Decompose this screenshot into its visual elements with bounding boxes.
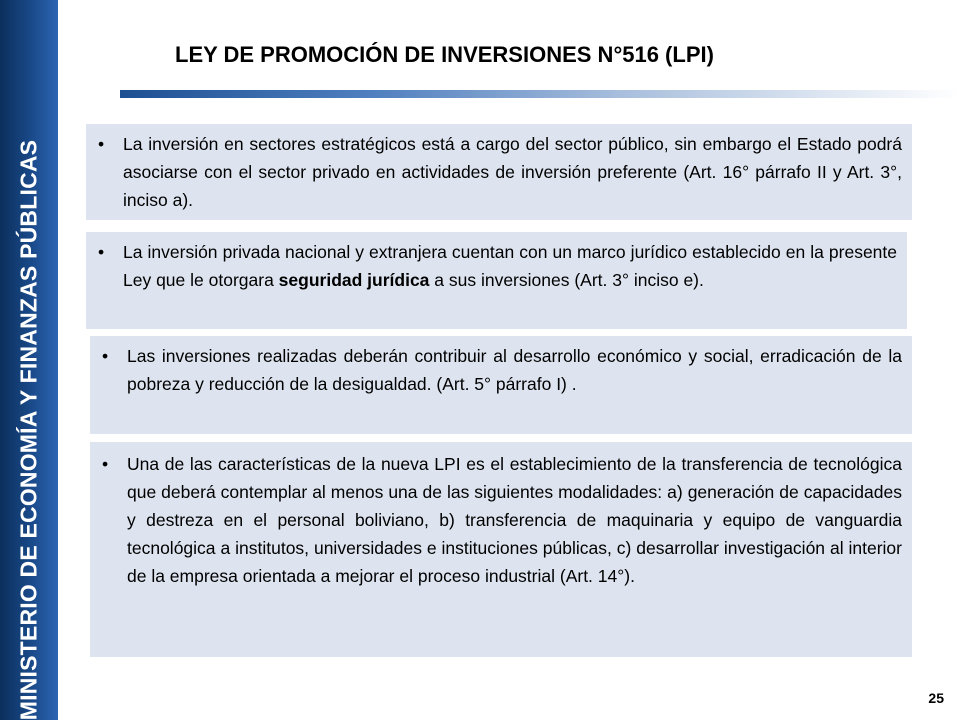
bullet-box-2 bbox=[86, 232, 907, 329]
bullet-box-1 bbox=[86, 124, 912, 220]
bullet-mark: • bbox=[102, 346, 109, 366]
bullet-text-part: La inversión privada nacional y extranjera cuentan con un marco jurídico establecido en la presente Ley que le otorgara bbox=[123, 242, 897, 290]
sidebar-banner bbox=[0, 0, 58, 720]
bullet-text-part: a sus inversiones (Art. 3° inciso e). bbox=[429, 270, 704, 290]
title-underline bbox=[120, 90, 960, 98]
list-item bbox=[90, 342, 902, 398]
ministry-name: MINISTERIO DE ECONOMÍA Y FINANZAS PÚBLICAS bbox=[15, 139, 42, 720]
bullet-text: La inversión en sectores estratégicos está a cargo del sector público, sin embargo el Estado podrá asociarse con el sector privado en actividades de inversión preferente (Art. 16° párrafo II y Art. 3°, inciso a). bbox=[123, 134, 902, 210]
bullet-box-4 bbox=[90, 442, 912, 657]
list-item bbox=[90, 450, 902, 590]
bullet-box-3 bbox=[90, 336, 912, 434]
bullet-mark: • bbox=[98, 134, 105, 154]
page-title: LEY DE PROMOCIÓN DE INVERSIONES N°516 (LPI) bbox=[175, 42, 714, 67]
bullet-text: Las inversiones realizadas deberán contribuir al desarrollo económico y social, erradicación de la pobreza y reducción de la desigualdad. (Art. 5° párrafo I) . bbox=[127, 346, 902, 394]
bullet-text: Una de las características de la nueva LPI es el establecimiento de la transferencia de tecnológica que deberá contemplar al menos una de las siguientes modalidades: a) generación de capacidades y destreza en el personal boliviano, b) transferencia de maquinaria y equipo de vanguardia tecnológica a institutos, universidades e instituciones públicas, c) desarrollar investigación al interior de la empresa orientada a mejorar el proceso industrial (Art. 14°). bbox=[127, 454, 902, 586]
bullet-mark: • bbox=[102, 454, 109, 474]
bullet-mark: • bbox=[98, 242, 105, 262]
list-item bbox=[86, 238, 897, 294]
list-item bbox=[86, 130, 902, 214]
bullet-text-emphasis: seguridad jurídica bbox=[278, 270, 430, 290]
page-number: 25 bbox=[928, 690, 944, 706]
